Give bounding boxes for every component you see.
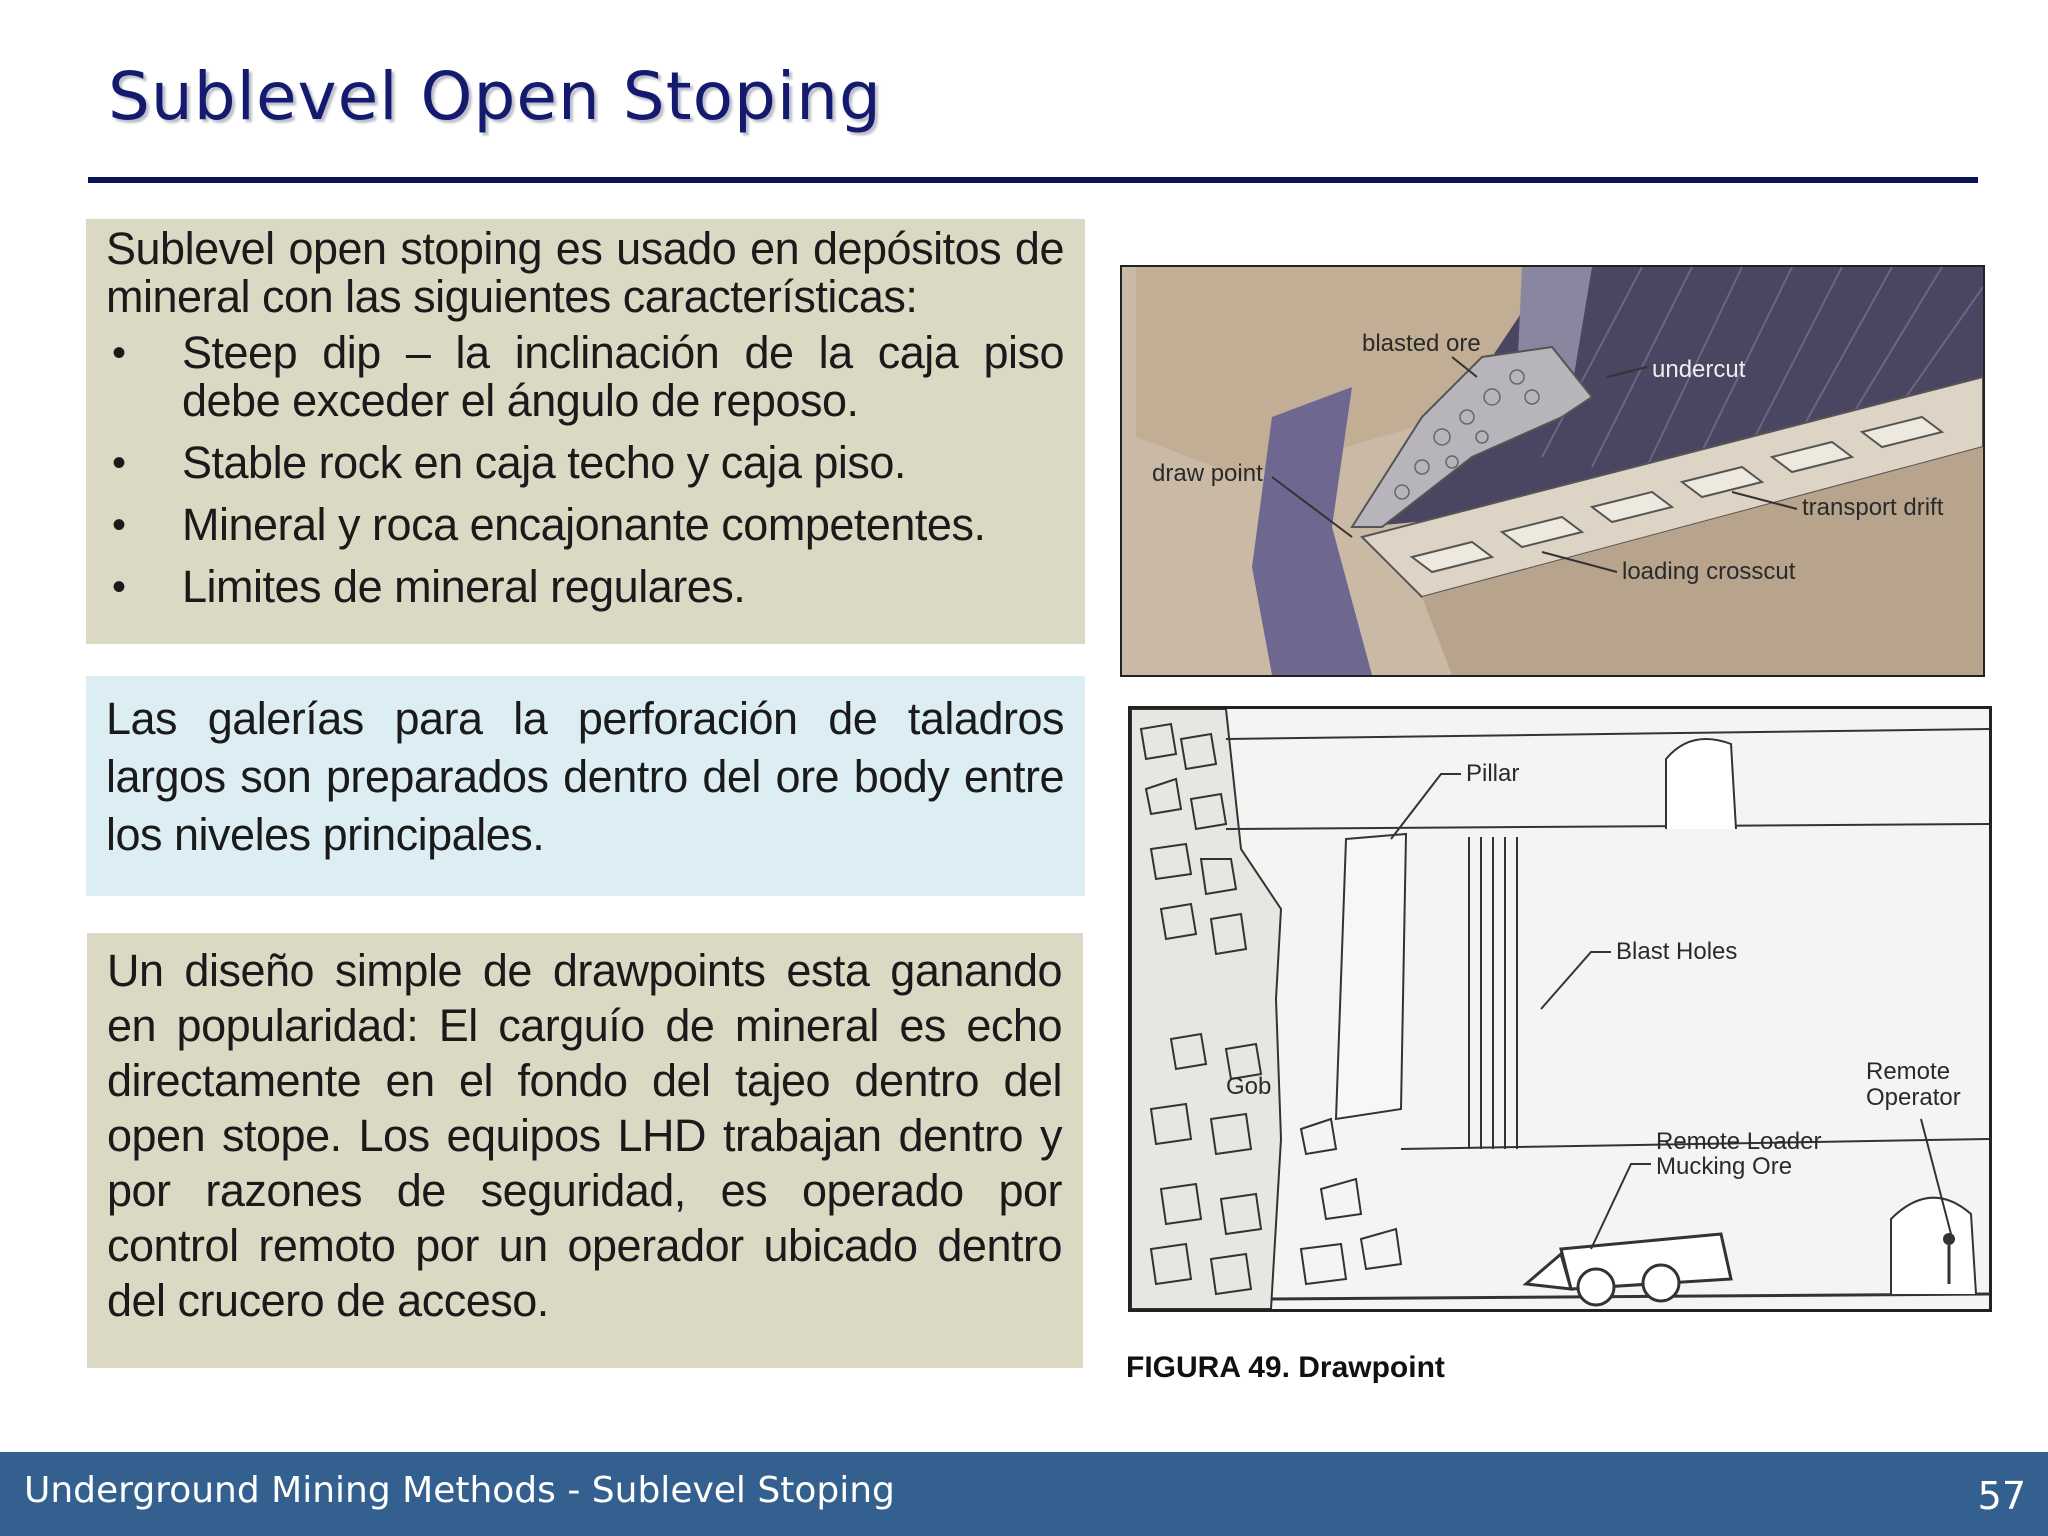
slide-title: Sublevel Open Stoping — [108, 58, 882, 135]
undercut-label: undercut — [1652, 356, 1746, 383]
loading-crosscut-label: loading crosscut — [1622, 558, 1796, 585]
blasted-ore-label: blasted ore — [1362, 330, 1481, 357]
drawpoint-design-text: Un diseño simple de drawpoints esta ganando en popularidad: El carguío de mineral es echo directamente en el fondo del tajeo dentro del open stope. Los equipos LHD trabajan dentro y por razones de seguridad, es operado por control remoto por un operador ubicado dentro del crucero de acceso. — [107, 945, 1062, 1326]
characteristics-list — [106, 329, 1064, 611]
footer-bar — [0, 1452, 2048, 1536]
title-divider — [88, 177, 1978, 183]
upper-drift-arch — [1666, 739, 1736, 829]
drawpoint-section-drawing — [1131, 709, 1989, 1309]
bullet-icon: • — [112, 331, 126, 375]
list-item: • Mineral y roca encajonante competentes. — [112, 499, 986, 550]
footer-title: Underground Mining Methods - Sublevel Stoping — [24, 1470, 895, 1511]
remote-loader-label-line2: Mucking Ore — [1656, 1153, 1793, 1180]
operator-figure — [1943, 1233, 1955, 1245]
pillar-column — [1336, 834, 1406, 1119]
bullet-icon: • — [112, 565, 126, 609]
drawpoint-design-box — [87, 933, 1083, 1368]
figure-caption: FIGURA 49. Drawpoint — [1126, 1351, 1445, 1384]
pillar-label: Pillar — [1466, 760, 1520, 787]
operator-alcove — [1891, 1198, 1976, 1294]
characteristics-intro: Sublevel open stoping es usado en depósitos de mineral con las siguientes características: — [106, 223, 1064, 322]
transport-drift-label: transport drift — [1802, 494, 1944, 521]
remote-operator-label-line2: Operator — [1866, 1084, 1961, 1111]
bullet-icon: • — [112, 503, 126, 547]
remote-loader-label-line1: Remote Loader — [1656, 1128, 1822, 1155]
stope-isometric-figure — [1120, 265, 1985, 677]
galleries-box — [86, 676, 1085, 896]
blast-holes-label: Blast Holes — [1616, 938, 1738, 965]
list-item: • Limites de mineral regulares. — [112, 561, 746, 612]
list-item: • Steep dip – la inclinación de la caja piso debe exceder el ángulo de reposo. — [112, 327, 1064, 426]
draw-point-label: draw point — [1152, 460, 1263, 487]
bullet-icon: • — [112, 441, 126, 485]
drawpoint-section-figure — [1128, 706, 1992, 1312]
stope-isometric-drawing — [1122, 267, 1983, 675]
gob-label: Gob — [1226, 1073, 1272, 1100]
page-number: 57 — [1977, 1474, 2026, 1518]
list-item: • Stable rock en caja techo y caja piso. — [112, 437, 906, 488]
galleries-text: Las galerías para la perforación de taladros largos son preparados dentro del ore body entre los niveles principales. — [106, 693, 1064, 860]
characteristics-box — [86, 219, 1085, 644]
remote-operator-label-line1: Remote — [1866, 1058, 1951, 1085]
